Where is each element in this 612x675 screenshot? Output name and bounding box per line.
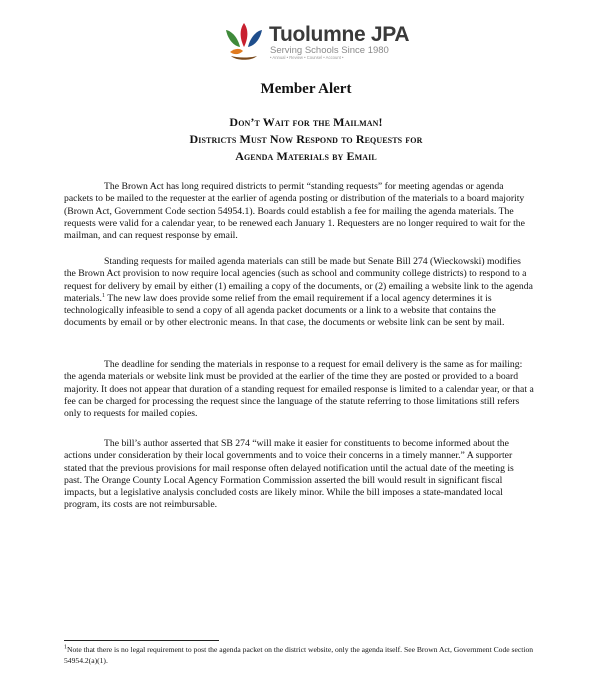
headline-line-1: Don’t Wait for the Mailman! xyxy=(229,115,383,129)
footnote-marker: 1 xyxy=(64,644,67,651)
logo-petal-orange xyxy=(230,49,243,54)
paragraph-2-continued: The new law does provide some relief from the email requirement if a local agency determines it is technologically infeasible to send a copy of all agenda packet documents or a link to a website that contains the documents by email or by other electronic means. In that case, the documents or website link can be sent by mail. xyxy=(64,292,505,329)
leaf-logo-icon xyxy=(222,22,266,62)
footnote-ref: 1 xyxy=(101,292,105,299)
logo-subline: • Annual • Review • Counsel • Account • xyxy=(270,55,344,60)
logo-base-brown xyxy=(231,56,257,60)
logo-petal-red xyxy=(241,23,248,47)
footnote-divider xyxy=(64,640,219,641)
paragraph-4: The bill’s author asserted that SB 274 “will make it easier for constituents to become informed about the actions under consideration by their local governments and to voice their concerns in a timely manner.” A supporter stated that the previous provisions for mail response often delayed notification until the actual date of the meeting is past. The Orange County Local Agency Formation Commission asserted the bill would result in significant fiscal impacts, but a legislative analysis concluded costs are likely minor. While the bill imposes a state-mandated local program, its costs are not reimbursable. xyxy=(64,438,514,511)
footnote xyxy=(64,645,534,666)
logo-petal-green xyxy=(226,30,240,47)
page-title: Member Alert xyxy=(260,81,352,97)
headline-line-3: Agenda Materials by Email xyxy=(235,149,377,163)
footnote-text: Note that there is no legal requirement to post the agenda packet on the district website, only the agenda itself. See Brown Act, Government Code section 54954.2(a)(1). xyxy=(64,645,534,665)
logo-name: Tuolumne JPA xyxy=(269,23,410,46)
logo-tagline: Serving Schools Since 1980 xyxy=(270,45,389,56)
logo-petal-blue xyxy=(248,30,262,47)
headline-line-2: Districts Must Now Respond to Requests for xyxy=(189,132,423,146)
paragraph-2 xyxy=(64,256,534,330)
paragraph-2-text: Standing requests for mailed agenda materials can still be made but Senate Bill 274 (Wieckowski) modifies the Brown Act provision to now require local agencies (such as school and community college districts) to respond to a request for delivery by email by either (1) emailing a copy of the documents, or (2) emailing a website link to the agenda materials. xyxy=(64,256,533,304)
paragraph-1: The Brown Act has long required districts to permit “standing requests” for meeting agendas or agenda packets to be mailed to the requester at the earlier of agenda posting or distribution of the materials to a board majority (Brown Act, Government Code section 54954.1). Boards could establish a fee for mailing the agenda materials. The requests were valid for a calendar year, to be renewed each January 1. Requesters are no longer required to wait for the mailman, and can request response by email. xyxy=(64,181,525,241)
paragraph-3: The deadline for sending the materials in response to a request for email delivery is the same as for mailing: the agenda materials or website link must be provided at the earlier of the time they are posted or provided to a board majority. It does not appear that duration of a standing request for emailed response is limited to a calendar year, or that a fee can be charged for processing the request since the language of the statute referring to those limitations still refers only to requests for mailed copies. xyxy=(64,359,534,419)
tuolumne-jpa-logo xyxy=(222,22,410,64)
